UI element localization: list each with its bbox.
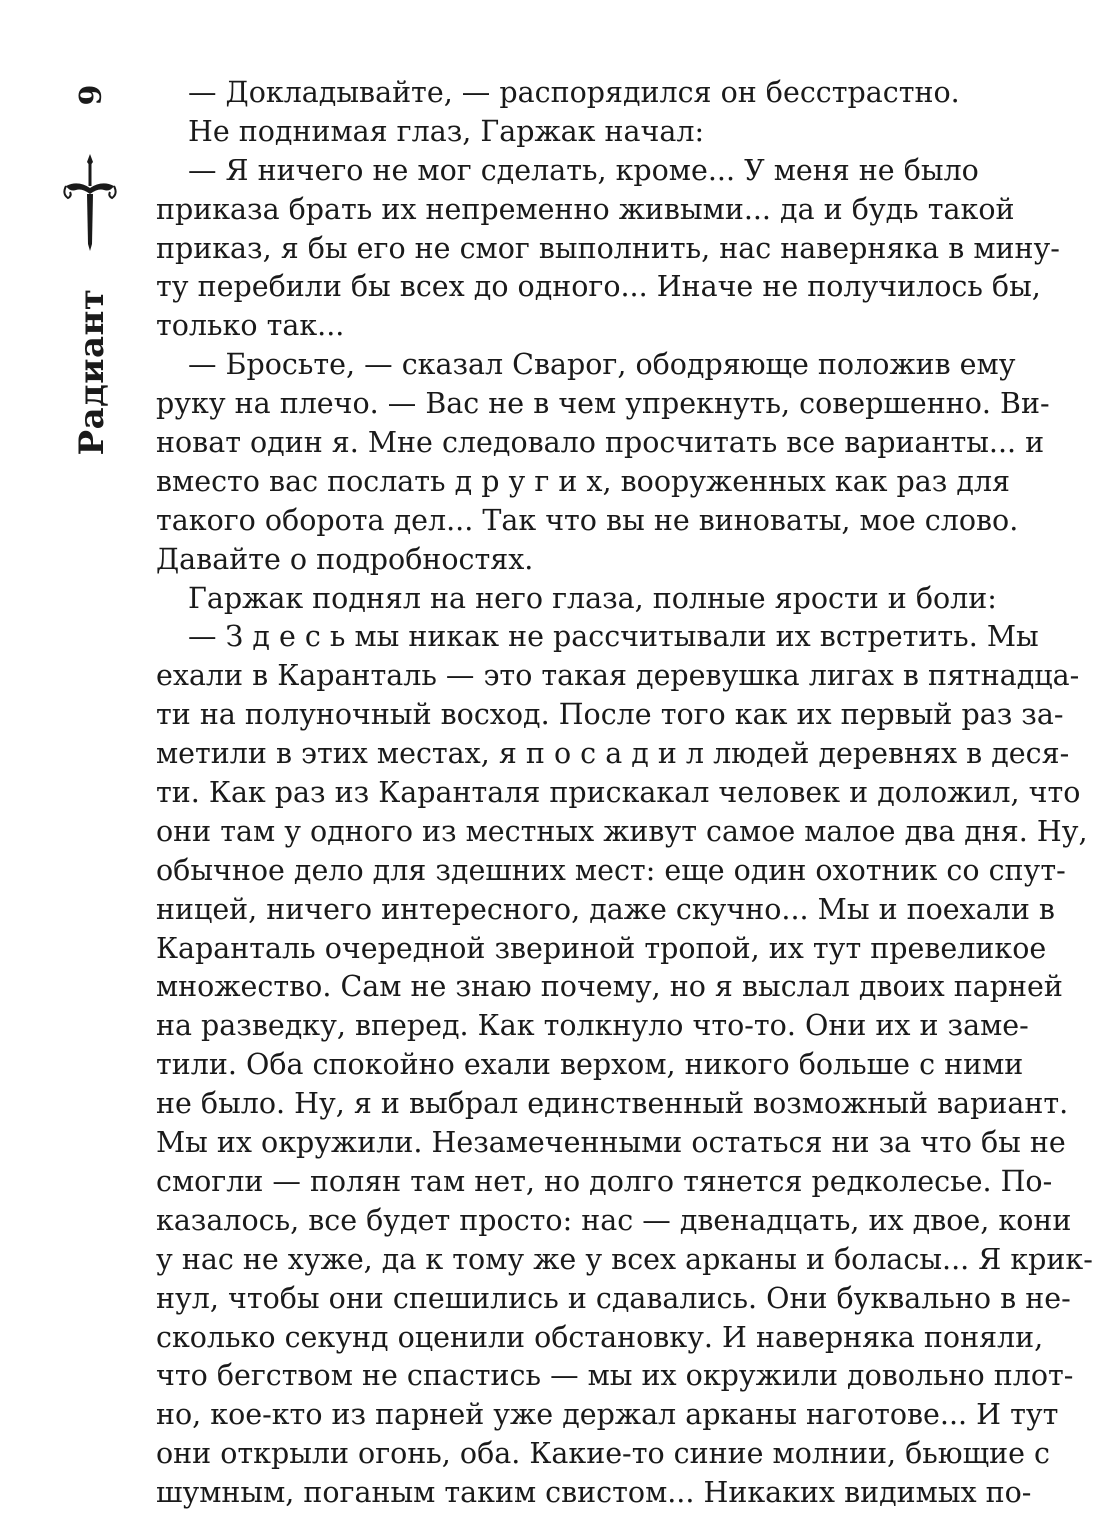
text-line: Гаржак поднял на него глаза, полные ярости и боли: (188, 581, 997, 615)
text-line: метили в этих местах, я п о с а д и л людей деревнях в деся- (156, 737, 1070, 771)
text-line: нул, чтобы они спешились и сдавались. Они буквально в не- (156, 1281, 1071, 1315)
text-line: они открыли огонь, оба. Какие-то синие молнии, бьющие с (156, 1437, 1050, 1471)
text-line: сколько секунд оценили обстановку. И наверняка поняли, (156, 1320, 1044, 1354)
text-line: шумным, поганым таким свистом... Никаких видимых по- (156, 1476, 1032, 1510)
text-line: ту перебили бы всех до одного... Иначе не получилось бы, (156, 270, 1041, 304)
text-line: ницей, ничего интересного, даже скучно... Мы и поехали в (156, 892, 1055, 926)
text-line: тили. Оба спокойно ехали верхом, никого больше с ними (156, 1048, 1024, 1082)
text-line: множество. Сам не знаю почему, но я выслал двоих парней (156, 970, 1063, 1004)
running-title: Радиант (72, 288, 112, 456)
text-line: руку на плечо. — Вас не в чем упрекнуть, совершенно. Ви- (156, 387, 1050, 421)
text-line: приказ, я бы его не смог выполнить, нас наверняка в мину- (156, 231, 1060, 265)
text-line: ти на полуночный восход. После того как их первый раз за- (156, 698, 1064, 732)
text-line: ехали в Каранталь — это такая деревушка лигах в пятнадца- (156, 659, 1080, 693)
text-line: казалось, все будет просто: нас — двенадцать, их двое, кони (156, 1203, 1072, 1237)
text-line: обычное дело для здешних мест: еще один охотник со спут- (156, 853, 1066, 887)
text-line: но, кое-кто из парней уже держал арканы наготове... И тут (156, 1398, 1059, 1432)
sword-ornament-icon (60, 152, 120, 252)
text-line: — З д е с ь мы никак не рассчитывали их встретить. Мы (188, 620, 1039, 654)
text-line: только так... (156, 309, 345, 343)
text-line: на разведку, вперед. Как толкнуло что-то. Они их и заме- (156, 1009, 1029, 1043)
text-line: такого оборота дел... Так что вы не виноваты, мое слово. (156, 503, 1019, 537)
page-text (156, 74, 1093, 1513)
text-line: приказа брать их непременно живыми... да и будь такой (156, 192, 1015, 226)
text-line: Мы их окружили. Незамеченными остаться ни за что бы не (156, 1126, 1066, 1160)
text-line: Каранталь очередной звериной тропой, их тут превеликое (156, 931, 1047, 965)
text-line: не было. Ну, я и выбрал единственный возможный вариант. (156, 1087, 1069, 1121)
text-line: они там у одного из местных живут самое малое два дня. Ну, (156, 814, 1088, 848)
text-line: — Докладывайте, — распорядился он бесстрастно. (188, 76, 960, 109)
text-line: ти. Как раз из Каранталя прискакал человек и доложил, что (156, 776, 1081, 810)
text-line: — Я ничего не мог сделать, кроме... У меня не было (188, 153, 979, 187)
text-line: смогли — полян там нет, но долго тянется редколесье. По- (156, 1164, 1053, 1198)
text-line: Не поднимая глаз, Гаржак начал: (188, 114, 705, 148)
page-number: 6 (71, 84, 106, 106)
text-line: — Бросьте, — сказал Сварог, ободряюще положив ему (188, 348, 1016, 382)
text-line: что бегством не спастись — мы их окружили довольно плот- (156, 1359, 1074, 1393)
text-line: у нас не хуже, да к тому же у всех арканы и боласы... Я крик- (156, 1242, 1093, 1276)
text-line: вместо вас послать д р у г и х, вооруженных как раз для (156, 464, 1011, 498)
text-line: Давайте о подробностях. (156, 542, 534, 576)
text-line: новат один я. Мне следовало просчитать все варианты... и (156, 426, 1045, 460)
